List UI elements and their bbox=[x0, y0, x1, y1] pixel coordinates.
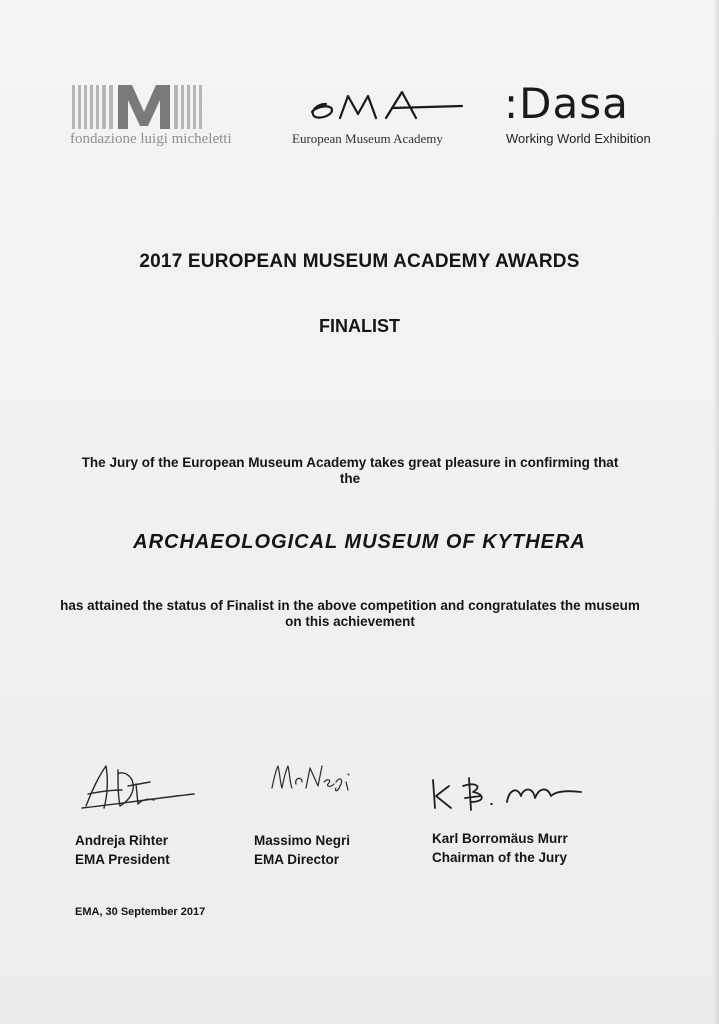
ema-logo bbox=[290, 82, 470, 152]
ema-script-logo bbox=[306, 82, 466, 126]
signatory-1-name: Andreja Rihter bbox=[75, 833, 169, 848]
congratulation-paragraph: has attained the status of Finalist in the above competition and congratulates the museum on this achievement bbox=[60, 598, 640, 629]
signatory-3 bbox=[432, 829, 568, 867]
award-title: 2017 EUROPEAN MUSEUM ACADEMY AWARDS bbox=[139, 251, 580, 272]
signatory-2-role: EMA Director bbox=[254, 852, 340, 867]
signature-massimo-negri bbox=[268, 758, 358, 798]
dasa-mark: :Dasa bbox=[504, 79, 629, 128]
signatory-2 bbox=[254, 831, 350, 869]
paper-edge-shadow bbox=[713, 0, 719, 1024]
museum-name: ARCHAEOLOGICAL MUSEUM OF KYTHERA bbox=[133, 531, 586, 553]
signatory-1 bbox=[75, 831, 170, 869]
signature-andreja-rihter bbox=[78, 760, 198, 815]
signatory-3-role: Chairman of the Jury bbox=[432, 850, 568, 865]
signatory-1-role: EMA President bbox=[75, 852, 170, 867]
signatory-3-name: Karl Borromäus Murr bbox=[432, 831, 568, 846]
signatory-2-name: Massimo Negri bbox=[254, 833, 351, 848]
date-line: EMA, 30 September 2017 bbox=[75, 906, 206, 918]
intro-paragraph: The Jury of the European Museum Academy takes great pleasure in confirming that the bbox=[81, 455, 619, 486]
finalist-status: FINALIST bbox=[319, 316, 400, 336]
fondazione-bars-logo bbox=[72, 82, 212, 132]
fondazione-name: fondazione luigi micheletti bbox=[70, 131, 232, 147]
signature-karl-borromaus-murr bbox=[425, 772, 585, 814]
fondazione-logo bbox=[70, 82, 240, 152]
dasa-name: Working World Exhibition bbox=[506, 131, 651, 146]
ema-name: European Museum Academy bbox=[292, 131, 443, 146]
dasa-logo bbox=[500, 79, 660, 152]
